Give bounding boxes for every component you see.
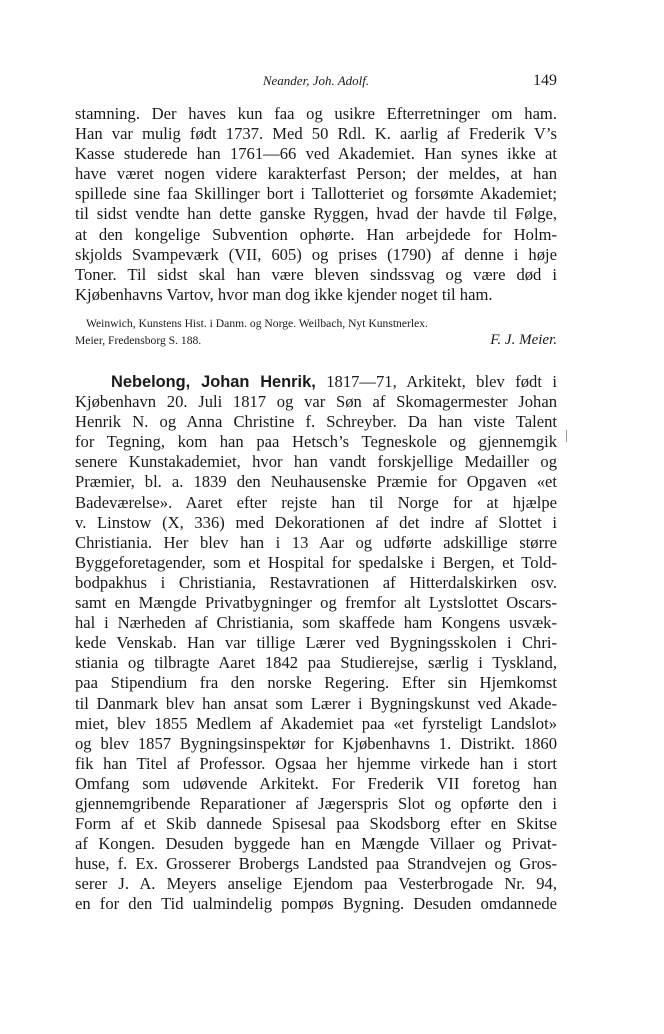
text-line: Byggeforetagender, som et Hospital for spedalske i Bergen, et Told-	[75, 552, 557, 572]
text-line: bodpakhus i Christiania, Restavrationen af Hitterdalskirken osv.	[75, 572, 557, 592]
margin-pencil-mark	[566, 430, 567, 442]
author-signature: F. J. Meier.	[490, 332, 557, 348]
text-line: Toner. Til sidst skal han være bleven sindssvag og være død i	[75, 264, 557, 284]
text-line: samt en Mængde Privatbygninger og fremfor alt Lystslottet Oscars-	[75, 593, 557, 613]
text-line: paa Stipendium fra den norske Regering. Efter sin Hjemkomst	[75, 673, 557, 693]
running-title: Neander, Joh. Adolf.	[262, 73, 370, 88]
text-line: Christiania. Her blev han i 13 Aar og udførte adskillige større	[75, 532, 557, 552]
text-line: Kasse studerede han 1761—66 ved Akademiet. Han synes ikke at	[75, 144, 557, 164]
entry-nebelong-text	[75, 372, 557, 915]
text-line: huse, f. Ex. Grosserer Brobergs Landsted paa Strandvejen og Gros-	[75, 854, 557, 874]
text-line: skjolds Svampeværk (VII, 605) og prises (1790) af denne i høje	[75, 244, 557, 264]
reference-line	[75, 332, 557, 349]
text-line: gjennemgribende Reparationer af Jægerspris Slot og opførte den i	[75, 793, 557, 813]
text-line: Kjøbenhavns Vartov, hvor man dog ikke kjender noget til ham.	[75, 284, 493, 304]
text-line: v. Linstow (X, 336) med Dekorationen af det indre af Slottet i	[75, 512, 557, 532]
text-line: Omfang som udøvende Arkitekt. For Frederik VII foretog han	[75, 773, 557, 793]
text-line: Kjøbenhavn 20. Juli 1817 og var Søn af Skomagermester Johan	[75, 392, 557, 412]
references	[75, 315, 557, 349]
entry-name: Nebelong, Johan Henrik,	[111, 373, 316, 391]
text-line: af Kongen. Desuden byggede han en Mængde Villaer og Privat-	[75, 834, 557, 854]
reference-line: Weinwich, Kunstens Hist. i Danm. og Norge. Weilbach, Nyt Kunstnerlex.	[86, 317, 428, 330]
text-line: en for den Tid ualmindelig pompøs Bygning. Desuden omdannede	[75, 894, 557, 914]
text-line: stamning. Der haves kun faa og usikre Efterretninger om ham.	[75, 104, 557, 123]
text-line: Badeværelse». Aaret efter rejste han til Norge for at hjælpe	[75, 492, 557, 512]
text-line: Han var mulig født 1737. Med 50 Rdl. K. aarlig af Frederik V’s	[75, 124, 557, 144]
page-header	[75, 70, 557, 92]
text-line: hal i Nærheden af Christiania, som skaffede ham Kongens usvæk-	[75, 613, 557, 633]
text-line: Form af et Skib dannede Spisesal paa Skodsborg efter en Skitse	[75, 814, 557, 834]
text-line: miet, blev 1855 Medlem af Akademiet paa «et fyrsteligt Landslot»	[75, 713, 557, 733]
text-line: og blev 1857 Bygningsinspektør for Kjøbenhavns 1. Distrikt. 1860	[75, 733, 557, 753]
entry-heading-line	[75, 372, 557, 392]
text-line: senere Kunstakademiet, hvor han vandt forskjellige Medailler og	[75, 452, 557, 472]
text-line: til Danmark blev han ansat som Lærer i Bygningskunst ved Akade-	[75, 693, 557, 713]
text-line: stiania og tilbragte Aaret 1842 paa Studierejse, særlig i Tyskland,	[75, 653, 557, 673]
text-line: Præmier, bl. a. 1839 den Neuhausenske Præmie for Opgaven «et	[75, 472, 557, 492]
entry-neander-text	[75, 104, 557, 305]
text-line: serer J. A. Meyers anselige Ejendom paa Vesterbrogade Nr. 94,	[75, 874, 557, 894]
text-line: kede Venskab. Han var tillige Lærer ved Bygningsskolen i Chri-	[75, 633, 557, 653]
reference-text: Meier, Fredensborg S. 188.	[75, 334, 202, 347]
text-line: at den kongelige Subvention ophørte. Han arbejdede for Holm-	[75, 224, 557, 244]
text-fragment: 1817—71, Arkitekt, blev født i	[315, 372, 557, 391]
text-line: Henrik N. og Anna Christine f. Schreyber. Da han viste Talent	[75, 412, 557, 432]
text-line: fik han Titel af Professor. Ogsaa her hjemme virkede han i stort	[75, 753, 557, 773]
text-line: have været nogen videre karakterfast Person; der meldes, at han	[75, 164, 557, 184]
text-line: til sidst vendte han dette ganske Ryggen, hvad der havde til Følge,	[75, 204, 557, 224]
page-number: 149	[533, 72, 557, 89]
text-line: spillede sine faa Skillinger bort i Tallotteriet og forsømte Akademiet;	[75, 184, 557, 204]
text-line: for Tegning, kom han paa Hetsch’s Tegneskole og gjennemgik	[75, 432, 557, 452]
